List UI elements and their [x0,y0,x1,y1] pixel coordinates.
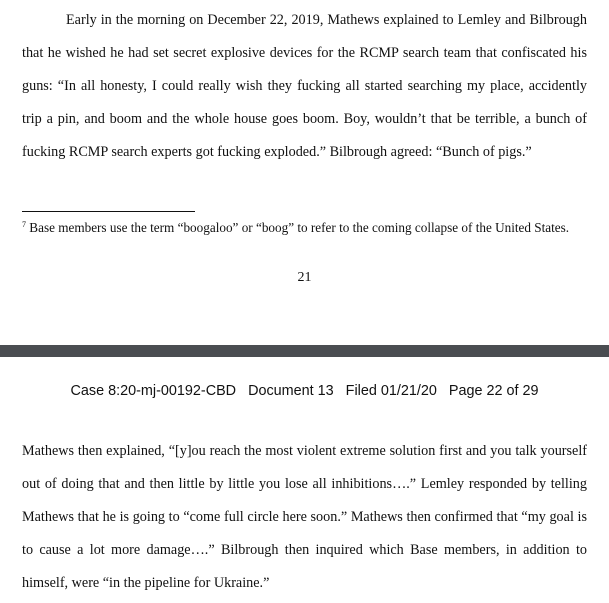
page-number: 21 [297,270,312,285]
body-paragraph: Mathews then explained, “[y]ou reach the most violent extreme solution first and you talk yourself out of doing that and then little by little you lose all inhibitions….” Lemley responded by telling Mathews that he is going to “come full circle here soon.” Mathews then confirmed that “my goal is to cause a lot more damage….” Bilbrough then inquired which Base members, in addition to himself, were “in the pipeline for Ukraine.” [22,443,587,591]
body-paragraph: Early in the morning on December 22, 2019, Mathews explained to Lemley and Bilbrough that he wished he had set secret explosive devices for the RCMP search team that confiscated his guns: “In all honesty, I could really wish they fucking all started searching my place, accidently trip a pin, and boom and the whole house goes boom. Boy, wouldn’t that be terrible, a bunch of fucking RCMP search experts got fucking exploded.” Bilbrough agreed: “Bunch of pigs.” [22,12,587,160]
footnote-divider [22,211,195,212]
case-header: Case 8:20-mj-00192-CBD Document 13 Filed 01/21/20 Page 22 of 29 [70,383,539,399]
footnote [22,219,587,236]
footnote-text: Base members use the term “boogaloo” or “boog” to refer to the coming collapse of the United States. [26,220,570,235]
footnote-number: 7 [22,220,26,229]
document-page-lower [0,357,609,603]
page-separator [0,345,609,357]
